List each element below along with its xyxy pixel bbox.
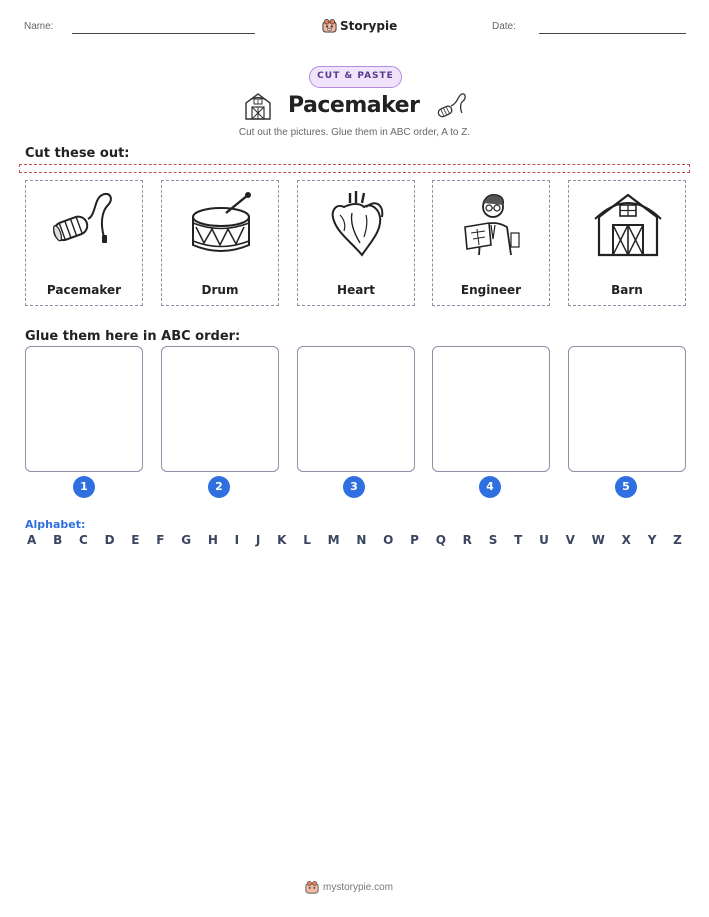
name-line[interactable] bbox=[72, 33, 255, 34]
date-line[interactable] bbox=[539, 33, 686, 34]
alphabet-label: Alphabet: bbox=[25, 518, 86, 531]
card-label: Pacemaker bbox=[46, 283, 122, 297]
alphabet-letter: Q bbox=[435, 533, 446, 547]
alphabet-letter: V bbox=[565, 533, 575, 547]
instructions: Cut out the pictures. Glue them in ABC order, A to Z. bbox=[238, 127, 471, 138]
alphabet-row bbox=[27, 533, 682, 547]
cut-line bbox=[19, 164, 690, 173]
cut-paste-badge: CUT & PASTE bbox=[309, 66, 402, 88]
pacemaker-icon bbox=[50, 189, 120, 259]
glue-box-1[interactable] bbox=[25, 346, 143, 472]
order-number-1: 1 bbox=[73, 476, 95, 498]
alphabet-letter: N bbox=[356, 533, 367, 547]
alphabet-letter: H bbox=[207, 533, 218, 547]
alphabet-letter: J bbox=[255, 533, 261, 547]
barn-icon bbox=[243, 91, 273, 121]
cut-card-barn[interactable] bbox=[568, 180, 686, 306]
alphabet-letter: W bbox=[591, 533, 605, 547]
footer bbox=[305, 880, 393, 894]
cut-card-engineer[interactable] bbox=[432, 180, 550, 306]
alphabet-letter: X bbox=[621, 533, 631, 547]
cut-card-heart[interactable] bbox=[297, 180, 415, 306]
cut-section-label: Cut these out: bbox=[25, 146, 130, 161]
barn-icon bbox=[593, 189, 663, 259]
order-number-4: 4 bbox=[479, 476, 501, 498]
alphabet-letter: R bbox=[462, 533, 472, 547]
card-label: Barn bbox=[611, 283, 643, 297]
alphabet-letter: F bbox=[156, 533, 165, 547]
card-label: Heart bbox=[337, 283, 375, 297]
alphabet-letter: K bbox=[277, 533, 287, 547]
alphabet-letter: M bbox=[327, 533, 340, 547]
cut-card-drum[interactable] bbox=[161, 180, 279, 306]
alphabet-letter: O bbox=[383, 533, 394, 547]
alphabet-letter: P bbox=[410, 533, 419, 547]
engineer-icon bbox=[457, 189, 527, 259]
glue-box-5[interactable] bbox=[568, 346, 686, 472]
glue-box-3[interactable] bbox=[297, 346, 415, 472]
drum-icon bbox=[186, 189, 256, 259]
brand-name: Storypie bbox=[340, 18, 398, 33]
order-number-5: 5 bbox=[615, 476, 637, 498]
alphabet-letter: S bbox=[488, 533, 498, 547]
worksheet-header bbox=[0, 18, 709, 38]
name-label: Name: bbox=[24, 21, 54, 32]
order-number-2: 2 bbox=[208, 476, 230, 498]
date-label: Date: bbox=[492, 21, 516, 32]
pacemaker-icon bbox=[436, 91, 468, 121]
brand bbox=[322, 18, 397, 33]
alphabet-letter: Y bbox=[647, 533, 657, 547]
alphabet-letter: D bbox=[104, 533, 115, 547]
glue-section-label: Glue them here in ABC order: bbox=[25, 329, 241, 344]
footer-url[interactable]: mystorypie.com bbox=[323, 881, 394, 893]
cut-card-pacemaker[interactable] bbox=[25, 180, 143, 306]
title-row bbox=[0, 91, 709, 125]
alphabet-letter: U bbox=[539, 533, 549, 547]
page-title: Pacemaker bbox=[288, 93, 420, 118]
storypie-logo-icon bbox=[322, 18, 337, 33]
storypie-logo-icon bbox=[305, 880, 319, 894]
alphabet-letter: Z bbox=[673, 533, 682, 547]
card-label: Engineer bbox=[460, 283, 522, 297]
glue-box-2[interactable] bbox=[161, 346, 279, 472]
alphabet-letter: C bbox=[78, 533, 88, 547]
alphabet-letter: E bbox=[131, 533, 140, 547]
card-label: Drum bbox=[201, 283, 239, 297]
alphabet-letter: L bbox=[303, 533, 311, 547]
alphabet-letter: T bbox=[514, 533, 523, 547]
alphabet-letter: B bbox=[53, 533, 63, 547]
heart-icon bbox=[322, 189, 392, 259]
alphabet-letter: I bbox=[234, 533, 240, 547]
alphabet-letter: G bbox=[181, 533, 192, 547]
glue-box-4[interactable] bbox=[432, 346, 550, 472]
alphabet-letter: A bbox=[27, 533, 37, 547]
order-number-3: 3 bbox=[343, 476, 365, 498]
